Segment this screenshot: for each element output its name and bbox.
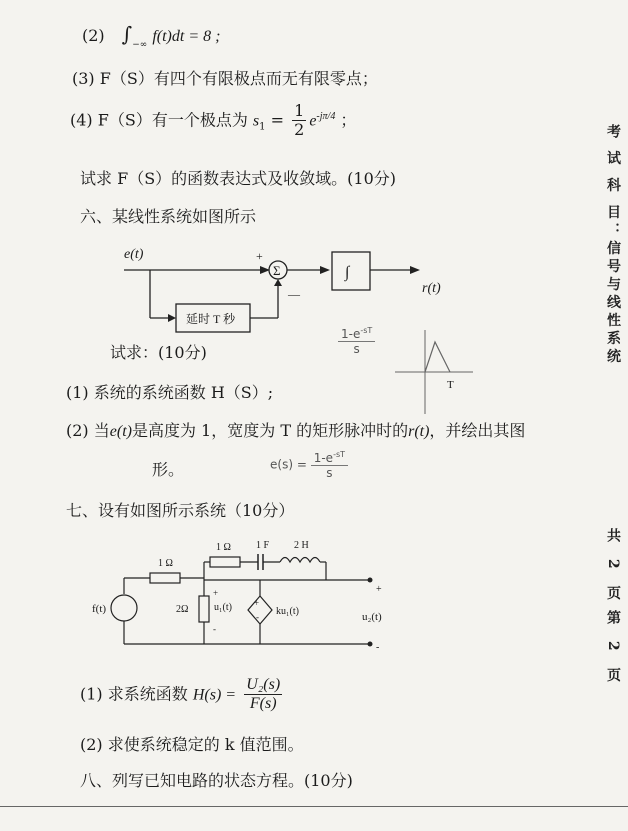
- part-1-prefix: (1) 求系统函数: [80, 684, 188, 704]
- sketch-triangle: [425, 342, 450, 372]
- circuit-diagram: [92, 536, 400, 656]
- u1-label: u₁(t): [214, 602, 232, 613]
- resistor-r3: [199, 596, 209, 622]
- question-6-title: 六、某线性系统如图所示: [80, 207, 257, 226]
- question-8-title: 八、列写已知电路的状态方程。(10分): [80, 771, 353, 790]
- delay-block-label: 延时 T 秒: [186, 312, 236, 326]
- equals-sign: =: [270, 110, 285, 130]
- handwritten-exponent-1: -sT: [360, 326, 373, 335]
- condition-2: [82, 22, 221, 50]
- part-2-suffix: ，并绘出其图: [429, 421, 526, 440]
- resistor-r2: [210, 557, 240, 567]
- sketch-label: T: [447, 379, 454, 391]
- voltage-source-label: f(t): [92, 603, 107, 615]
- output-terminal-bottom: [368, 642, 373, 647]
- part-2-prefix: (2) 当: [66, 421, 110, 440]
- side-page-number: 第 2 页: [605, 610, 621, 688]
- resistor-r1-label: 1 Ω: [158, 558, 173, 569]
- feedback-arrow: [274, 279, 282, 286]
- condition-2-expr: f(t)dt = 8 ;: [152, 28, 221, 45]
- sum-symbol: Σ: [273, 263, 281, 278]
- output-plus: +: [376, 584, 382, 595]
- exponent: -jπ/4: [316, 111, 336, 123]
- exponential-base: e: [309, 112, 317, 130]
- handwritten-fraction-1: [338, 326, 375, 356]
- diagram-output-label: r(t): [422, 281, 441, 296]
- handwritten-fraction-2-body: [311, 450, 348, 480]
- question-5-ask: 试求 F（S）的函数表达式及收敛域。(10分): [80, 169, 396, 188]
- delay-input-arrow: [168, 314, 176, 322]
- u1-plus: +: [213, 588, 219, 598]
- condition-2-number: (2): [82, 26, 105, 45]
- bottom-rule: [0, 806, 628, 807]
- side-total-pages: 共 2 页: [605, 528, 621, 606]
- dependent-source: [248, 596, 272, 624]
- side-subject: 考 试 科 目：信号与线性系统: [605, 124, 621, 367]
- half-fraction: [292, 102, 306, 140]
- integral-sign: ∫: [121, 22, 133, 46]
- transfer-denominator: F(s): [249, 695, 277, 713]
- output-arrow: [410, 266, 420, 274]
- condition-4-end: ；: [340, 110, 357, 130]
- question-6-part-1: (1) 系统的系统函数 H（S）;: [66, 383, 274, 402]
- handwritten-sketch: [395, 330, 475, 416]
- integrator-input-arrow: [320, 266, 330, 274]
- output-label: u₂(t): [362, 611, 382, 623]
- question-7-part-2: (2) 求使系统稳定的 k 值范围。: [80, 735, 304, 754]
- fraction-denominator: 2: [294, 120, 305, 140]
- integrator-symbol: ∫: [345, 264, 350, 281]
- handwritten-exponent-2: -sT: [333, 450, 346, 459]
- part-2-input-signal: e(t): [109, 423, 132, 440]
- u1-minus: -: [213, 624, 216, 634]
- condition-3: (3) F（S）有四个有限极点而无有限零点；: [72, 69, 378, 88]
- resistor-r3-label: 2Ω: [176, 604, 189, 615]
- condition-4-text: (4) F（S）有一个极点为: [70, 110, 248, 130]
- question-6-part-2: [66, 418, 525, 441]
- pole-symbol: s: [252, 112, 260, 130]
- resistor-r2-label: 1 Ω: [216, 542, 231, 553]
- part-2-middle: 是高度为 1，宽度为 T 的矩形脉冲时的: [131, 421, 409, 440]
- resistor-r1: [150, 573, 180, 583]
- handwritten-numerator-1: 1-e: [341, 327, 361, 341]
- integral-limit: −∞: [132, 40, 148, 50]
- handwritten-fraction-2: [270, 450, 348, 480]
- output-minus: -: [376, 642, 380, 653]
- transfer-function-fraction: [244, 676, 282, 714]
- question-6-ask: 试求：(10分): [110, 343, 207, 362]
- dep-plus: +: [254, 598, 260, 608]
- transfer-numerator: U₂(s): [244, 676, 282, 695]
- integrator-block: [332, 252, 370, 290]
- handwritten-numerator-2: 1-e: [313, 451, 334, 465]
- handwritten-denominator-1: s: [353, 342, 360, 356]
- dep-minus: -: [256, 612, 259, 622]
- sum-plus-sign: +: [256, 249, 263, 263]
- question-6-part-2-cont: 形。: [152, 460, 185, 479]
- transfer-function-symbol: H(s) =: [192, 686, 237, 704]
- pole-subscript: 1: [259, 121, 266, 133]
- handwritten-denominator-2: s: [326, 466, 333, 480]
- question-7-title: 七、设有如图所示系统（10分）: [66, 501, 295, 520]
- sum-minus-sign: —: [288, 287, 300, 301]
- condition-4: [70, 102, 356, 140]
- inductor-label: 2 H: [294, 540, 309, 551]
- dependent-source-label: ku₁(t): [276, 606, 299, 617]
- capacitor-label: 1 F: [256, 540, 270, 551]
- part-2-output-signal: r(t): [408, 423, 430, 440]
- fraction-numerator: 1: [294, 101, 305, 120]
- diagram-input-label: e(t): [124, 247, 144, 262]
- voltage-source: [111, 595, 137, 621]
- inductor: [280, 558, 320, 563]
- output-terminal-top: [368, 578, 373, 583]
- handwritten-prefix-2: e(s) =: [270, 457, 307, 472]
- question-7-part-1: [80, 676, 285, 714]
- block-diagram: [110, 240, 470, 340]
